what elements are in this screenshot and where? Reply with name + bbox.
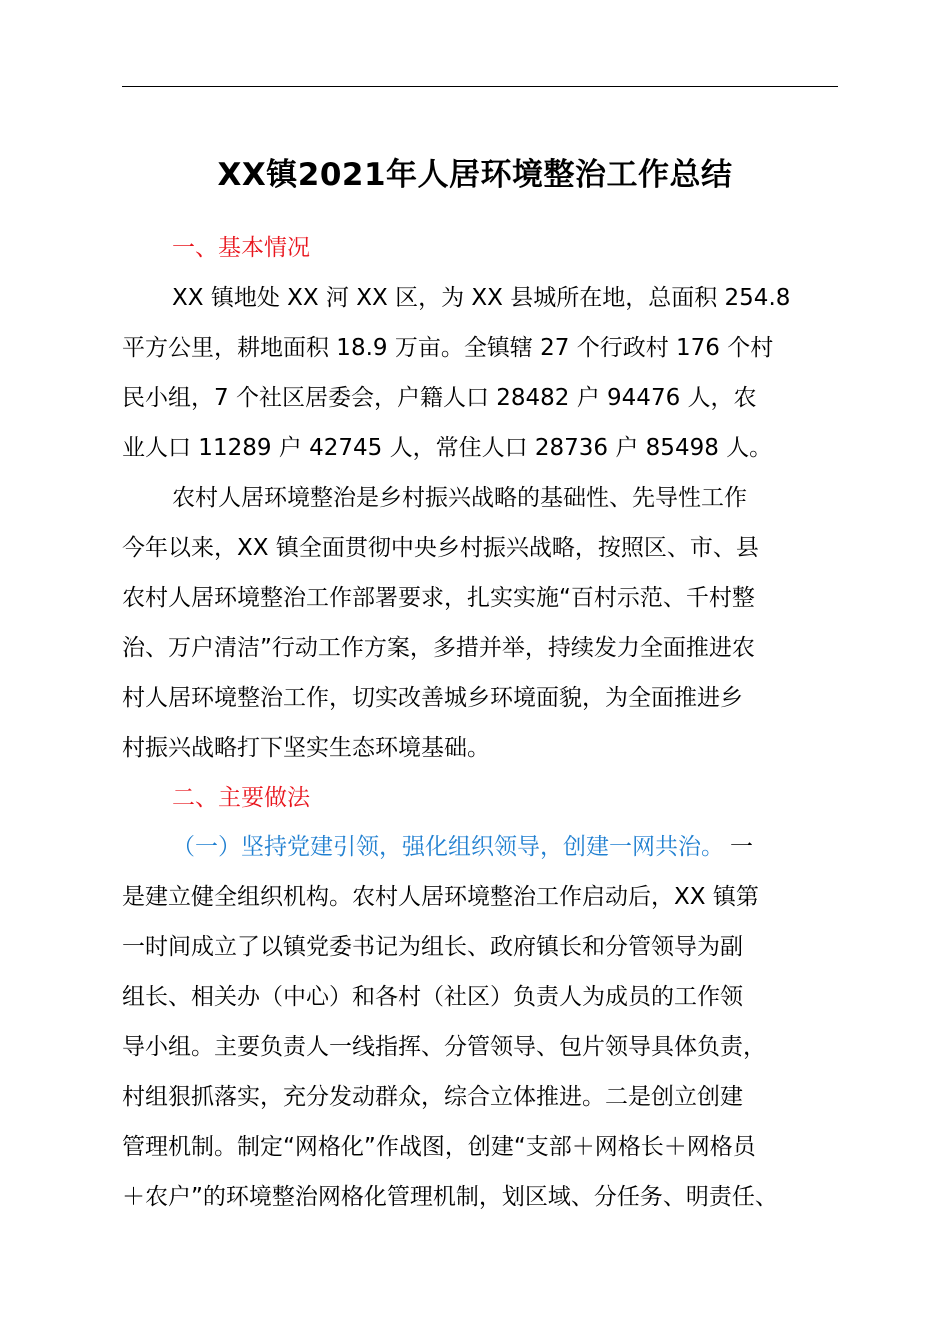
paragraph-line: 村组狠抓落实，充分发动群众，综合立体推进。二是创立创建 <box>122 1084 743 1110</box>
section-heading-basic-situation: 一、基本情况 <box>172 235 310 261</box>
paragraph-line: 一时间成立了以镇党委书记为组长、政府镇长和分管领导为副 <box>122 934 743 960</box>
paragraph-line: 民小组，7 个社区居委会，户籍人口 28482 户 94476 人，农 <box>122 385 757 411</box>
paragraph-line: 农村人居环境整治是乡村振兴战略的基础性、先导性工作 <box>172 485 747 511</box>
subheading-party-leadership: （一）坚持党建引领，强化组织领导，创建一网共治。 <box>172 834 724 860</box>
paragraph-line: 业人口 11289 户 42745 人，常住人口 28736 户 85498 人。 <box>122 435 773 461</box>
paragraph-line: 治、万户清洁”行动工作方案，多措并举，持续发力全面推进农 <box>122 635 755 661</box>
paragraph-line: 村振兴战略打下坚实生态环境基础。 <box>122 735 490 761</box>
paragraph-line: 村人居环境整治工作，切实改善城乡环境面貌，为全面推进乡 <box>122 685 743 711</box>
paragraph-line <box>172 830 753 864</box>
document-title: XX镇2021年人居环境整治工作总结 <box>217 157 733 193</box>
paragraph-line: 导小组。主要负责人一线指挥、分管领导、包片领导具体负责， <box>122 1034 766 1060</box>
paragraph-line: 管理机制。制定“网格化”作战图，创建“支部＋网格长＋网格员 <box>122 1134 756 1160</box>
paragraph-line: 平方公里，耕地面积 18.9 万亩。全镇辖 27 个行政村 176 个村 <box>122 335 774 361</box>
header-rule <box>122 86 838 87</box>
paragraph-line: 今年以来，XX 镇全面贯彻中央乡村振兴战略，按照区、市、县 <box>122 535 759 561</box>
section-heading-main-practices: 二、主要做法 <box>172 785 310 811</box>
paragraph-line: ＋农户”的环境整治网格化管理机制，划区域、分任务、明责任、 <box>122 1184 778 1210</box>
paragraph-line: 是建立健全组织机构。农村人居环境整治工作启动后，XX 镇第 <box>122 884 759 910</box>
paragraph-line: XX 镇地处 XX 河 XX 区，为 XX 县城所在地，总面积 254.8 <box>172 285 791 311</box>
paragraph-line: 农村人居环境整治工作部署要求，扎实实施“百村示范、千村整 <box>122 585 755 611</box>
paragraph-line: 组长、相关办（中心）和各村（社区）负责人为成员的工作领 <box>122 984 743 1010</box>
paragraph-line-tail: 一 <box>730 834 753 860</box>
